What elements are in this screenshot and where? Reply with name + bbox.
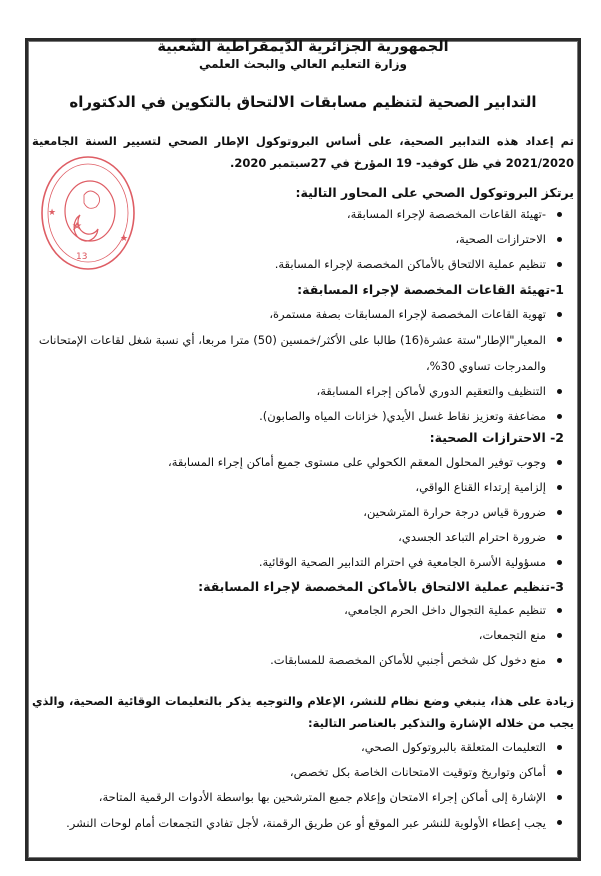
section-heading-3: 3-تنظيم عملية الالتحاق بالأماكن المخصصة لإجراء المسابقة: [198, 579, 564, 594]
bullet-icon [557, 389, 562, 394]
bullet-icon [557, 745, 562, 750]
bullet-icon [557, 535, 562, 540]
bullet-icon [557, 560, 562, 565]
closing-paragraph: زيادة على هذا، ينبغي وضع نظام للنشر، الإعلام والتوجيه يذكر بالتعليمات الوقائية الصحية، والذي يجب من خلاله الإشارة والتذكير بالعناصر التالية: [32, 694, 574, 730]
svg-text:★: ★ [48, 208, 57, 218]
section-3-list [38, 598, 568, 673]
bullet-icon [557, 795, 562, 800]
closing-list [38, 735, 568, 836]
list-item: إلزامية إرتداء القناع الواقي، [38, 475, 568, 500]
list-item: -تهيئة القاعات المخصصة لإجراء المسابقة، [38, 202, 568, 227]
bullet-icon [557, 633, 562, 638]
list-item: منع دخول كل شخص أجنبي للأماكن المخصصة للمسابقات. [38, 648, 568, 673]
bullet-icon [557, 485, 562, 490]
list-item: التنظيف والتعقيم الدوري لأماكن إجراء المسابقة، [38, 379, 568, 404]
bullet-icon [557, 414, 562, 419]
list-item: الاحترازات الصحية، [38, 227, 568, 252]
list-item: ضرورة قياس درجة حرارة المترشحين، [38, 500, 568, 525]
list-item: أماكن وتواريخ وتوقيت الامتحانات الخاصة بكل تخصص، [38, 760, 568, 785]
list-item: منع التجمعات، [38, 623, 568, 648]
ministry-heading: وزارة التعليم العالي والبحث العلمي [198, 57, 408, 71]
svg-text:★: ★ [120, 234, 129, 244]
republic-heading: الجمهورية الجزائرية الدّيمقراطية الشّعبية [157, 39, 449, 55]
list-item: يجب إعطاء الأولوية للنشر عبر الموقع أو عن طريق الرقمنة، لأجل تفادي التجمعات أمام لوحات النشر. [38, 810, 568, 836]
list-item: الإشارة إلى أماكن إجراء الامتحان وإعلام جميع المترشحين بها بواسطة الأدوات الرقمية المتاحة، [38, 785, 568, 810]
bullet-icon [557, 608, 562, 613]
list-item: ضرورة احترام التباعد الجسدي، [38, 525, 568, 550]
list-item: التعليمات المتعلقة بالبروتوكول الصحي، [38, 735, 568, 760]
list-item: مسؤولية الأسرة الجامعية في احترام التدابير الصحية الوقائية. [38, 550, 568, 575]
bullet-icon [557, 312, 562, 317]
list-item: المعيار"الإطار"ستة عشرة(16) طالبا على الأكثر/خمسين (50) مترا مربعا، أي نسبة شغل لقاعات الإمتحانات والمدرجات تساوي 30%، [38, 327, 568, 379]
axes-lead: يرتكز البروتوكول الصحي على المحاور التالية: [295, 185, 574, 200]
section-2-list [38, 450, 568, 575]
section-heading-1: 1-تهيئة القاعات المخصصة لإجراء المسابقة: [297, 282, 564, 297]
bullet-icon [557, 237, 562, 242]
stamp-number: 13 [76, 252, 88, 262]
list-item: تهوية القاعات المخصصة لإجراء المسابقات بصفة مستمرة، [38, 302, 568, 327]
section-1-list [38, 302, 568, 429]
bullet-icon [557, 460, 562, 465]
bullet-icon [557, 337, 562, 342]
list-item: تنظيم عملية الالتحاق بالأماكن المخصصة لإجراء المسابقة. [38, 252, 568, 277]
bullet-icon [557, 510, 562, 515]
bullet-icon [557, 262, 562, 267]
intro-paragraph: تم إعداد هذه التدابير الصحية، على أساس البروتوكول الإطار الصحي لتسيير السنة الجامعية 2021/2020 في ظل كوفيد- 19 المؤرخ في 27سبتمبر 2020. [32, 134, 574, 170]
bullet-icon [557, 820, 562, 825]
document-title: التدابير الصحية لتنظيم مسابقات الالتحاق بالتكوين في الدكتوراه [69, 93, 537, 111]
bullet-icon [557, 658, 562, 663]
official-stamp-icon [40, 155, 136, 271]
list-item: وجوب توفير المحلول المعقم الكحولي على مستوى جميع أماكن إجراء المسابقة، [38, 450, 568, 475]
list-item: تنظيم عملية التجوال داخل الحرم الجامعي، [38, 598, 568, 623]
section-heading-2: 2- الاحترازات الصحية: [429, 430, 564, 445]
bullet-icon [557, 770, 562, 775]
bullet-icon [557, 212, 562, 217]
list-item: مضاعفة وتعزيز نقاط غسل الأيدي( خزانات المياه والصابون). [38, 404, 568, 429]
